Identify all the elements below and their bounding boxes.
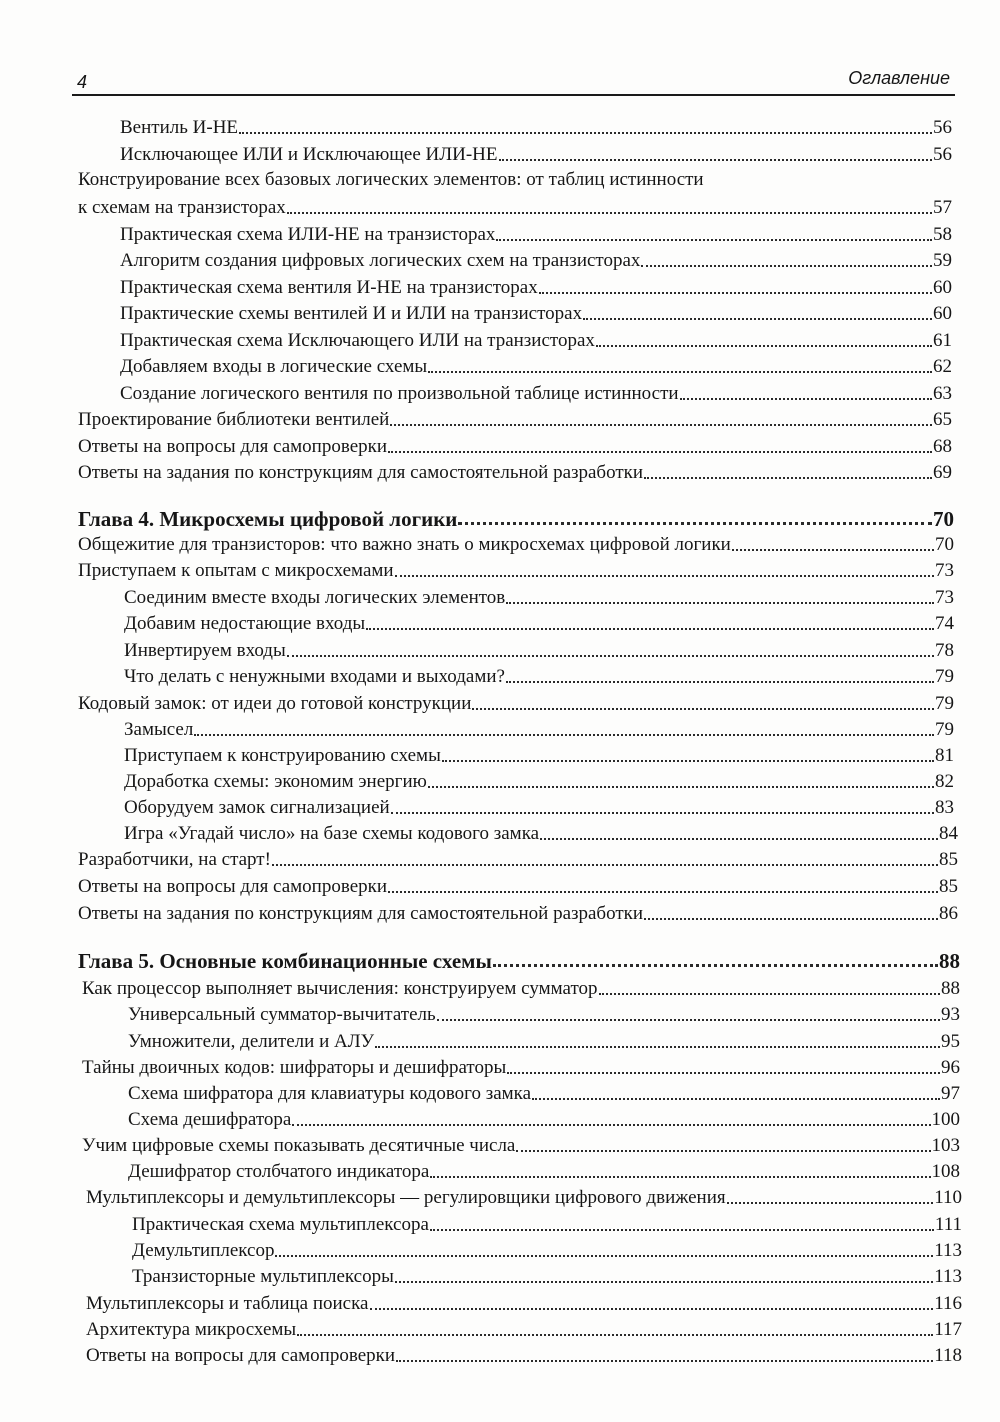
dot-leader bbox=[428, 370, 932, 373]
toc-entry-title: Кодовый замок: от идеи до готовой конструкции bbox=[78, 693, 472, 714]
dot-leader bbox=[583, 317, 932, 320]
dot-leader bbox=[430, 1175, 930, 1178]
toc-entry bbox=[86, 1316, 962, 1340]
toc-entry-page: 56 bbox=[933, 117, 952, 138]
toc-entry-page: 79 bbox=[935, 666, 954, 687]
toc-entry-page: 100 bbox=[931, 1109, 960, 1130]
toc-entry-title: Практическая схема мультиплексора bbox=[132, 1214, 429, 1235]
toc-entry-page: 74 bbox=[935, 613, 954, 634]
toc-entry-title: Что делать с ненужными входами и выходами? bbox=[124, 666, 505, 687]
toc-entry-title: Архитектура микросхемы bbox=[86, 1319, 297, 1340]
dot-leader bbox=[297, 1333, 933, 1336]
toc-entry bbox=[120, 327, 952, 351]
toc-entry bbox=[124, 610, 954, 634]
toc-entry-title: Глава 4. Микросхемы цифровой логики bbox=[78, 507, 458, 531]
toc-entry-title: Учим цифровые схемы показывать десятичные числа bbox=[82, 1135, 516, 1156]
dot-leader bbox=[287, 654, 934, 657]
toc-entry-page: 117 bbox=[934, 1319, 962, 1340]
dot-leader bbox=[388, 450, 932, 453]
toc-entry-title: Как процессор выполняет вычисления: конструируем сумматор bbox=[82, 978, 598, 999]
dot-leader bbox=[194, 733, 934, 736]
toc-entry-page: 78 bbox=[935, 640, 954, 661]
toc-entry bbox=[82, 975, 960, 999]
toc-entry bbox=[82, 1054, 960, 1078]
toc-entry-title: Дешифратор столбчатого индикатора bbox=[128, 1161, 430, 1182]
toc-entry-page: 73 bbox=[935, 560, 954, 581]
toc-entry-page: 83 bbox=[935, 797, 954, 818]
toc-entry-title: Создание логического вентиля по произвольной таблице истинности bbox=[120, 383, 679, 404]
toc-entry-title: Алгоритм создания цифровых логических схем на транзисторах bbox=[120, 250, 641, 271]
toc-entry-page: 88 bbox=[939, 949, 960, 973]
toc-entry-page: 70 bbox=[933, 507, 954, 531]
toc-entry-page: 69 bbox=[933, 462, 952, 483]
toc-entry bbox=[128, 1028, 960, 1052]
dot-leader bbox=[388, 890, 938, 893]
toc-entry bbox=[120, 353, 952, 377]
dot-leader bbox=[532, 1097, 940, 1100]
dot-leader bbox=[395, 574, 934, 577]
dot-leader bbox=[506, 601, 934, 604]
toc-entry bbox=[124, 768, 954, 792]
toc-entry bbox=[78, 557, 954, 581]
toc-entry bbox=[86, 1290, 962, 1314]
dot-leader bbox=[370, 1307, 934, 1310]
toc-entry bbox=[78, 433, 952, 457]
toc-entry bbox=[128, 1080, 960, 1104]
toc-entry bbox=[124, 663, 954, 687]
toc-entry-title: Глава 5. Основные комбинационные схемы bbox=[78, 949, 492, 973]
toc-entry-title: Практическая схема Исключающего ИЛИ на транзисторах bbox=[120, 330, 595, 351]
toc-entry-title: Мультиплексоры и демультиплексоры — регулировщики цифрового движения bbox=[86, 1187, 726, 1208]
toc-entry-title: Оборудуем замок сигнализацией bbox=[124, 797, 390, 818]
toc-entry-title: Схема шифратора для клавиатуры кодового замка bbox=[128, 1083, 532, 1104]
toc-entry-page: 58 bbox=[933, 224, 952, 245]
toc-entry-page: 63 bbox=[933, 383, 952, 404]
toc-entry-page: 85 bbox=[939, 876, 958, 897]
dot-leader bbox=[644, 476, 932, 479]
toc-entry bbox=[120, 380, 952, 404]
toc-entry-page: 95 bbox=[941, 1031, 960, 1052]
toc-entry-title: Замысел bbox=[124, 719, 194, 740]
toc-entry-title: Тайны двоичных кодов: шифраторы и дешифраторы bbox=[82, 1057, 507, 1078]
toc-entry-title: Соединим вместе входы логических элементов bbox=[124, 587, 506, 608]
dot-leader bbox=[375, 1045, 940, 1048]
toc-chapter-5 bbox=[78, 947, 960, 971]
dot-leader bbox=[275, 1254, 933, 1257]
toc-entry-page: 86 bbox=[939, 903, 958, 924]
toc-entry bbox=[120, 221, 952, 245]
toc-entry-page: 113 bbox=[934, 1240, 962, 1261]
dot-leader bbox=[506, 680, 934, 683]
toc-entry bbox=[86, 1184, 962, 1208]
toc-entry bbox=[82, 1132, 960, 1156]
page-number: 4 bbox=[77, 72, 88, 92]
toc-entry-title: Мультиплексоры и таблица поиска bbox=[86, 1293, 369, 1314]
dot-leader bbox=[458, 521, 932, 525]
toc-entry-title: Приступаем к опытам с микросхемами bbox=[78, 560, 394, 581]
toc-entry bbox=[132, 1237, 962, 1261]
dot-leader bbox=[499, 158, 932, 161]
toc-entry-title: Добавляем входы в логические схемы bbox=[120, 356, 428, 377]
dot-leader bbox=[292, 1123, 930, 1126]
toc-entry bbox=[78, 170, 952, 194]
dot-leader bbox=[507, 1071, 940, 1074]
toc-entry bbox=[120, 141, 952, 165]
toc-entry bbox=[78, 690, 954, 714]
toc-entry-title: Общежитие для транзисторов: что важно знать о микросхемах цифровой логики bbox=[78, 534, 731, 555]
dot-leader bbox=[395, 1280, 933, 1283]
toc-entry-title: Схема дешифратора bbox=[128, 1109, 292, 1130]
toc-entry-page: 81 bbox=[935, 745, 954, 766]
toc-entry-title: Инвертируем входы bbox=[124, 640, 286, 661]
toc-entry-page: 110 bbox=[934, 1187, 962, 1208]
toc-entry-title: Доработка схемы: экономим энергию bbox=[124, 771, 427, 792]
dot-leader bbox=[680, 397, 932, 400]
toc-entry-page: 59 bbox=[933, 250, 952, 271]
toc-entry-title: Вентиль И-НЕ bbox=[120, 117, 239, 138]
dot-leader bbox=[540, 837, 938, 840]
toc-entry bbox=[78, 459, 952, 483]
toc-entry-title: Исключающее ИЛИ и Исключающее ИЛИ-НЕ bbox=[120, 144, 498, 165]
toc-entry-page: 97 bbox=[941, 1083, 960, 1104]
running-header bbox=[72, 66, 955, 96]
toc-entry-page: 56 bbox=[933, 144, 952, 165]
toc-entry bbox=[124, 742, 954, 766]
toc-entry-title: Практические схемы вентилей И и ИЛИ на транзисторах bbox=[120, 303, 583, 324]
dot-leader bbox=[539, 291, 932, 294]
toc-entry-title: Практическая схема вентиля И-НЕ на транзисторах bbox=[120, 277, 538, 298]
toc-entry-title: Ответы на вопросы для самопроверки bbox=[86, 1345, 396, 1366]
toc-entry bbox=[132, 1263, 962, 1287]
toc-entry-page: 60 bbox=[933, 303, 952, 324]
dot-leader bbox=[239, 131, 932, 134]
dot-leader bbox=[641, 264, 932, 267]
toc-entry-page: 113 bbox=[934, 1266, 962, 1287]
dot-leader bbox=[366, 627, 934, 630]
toc-entry-page: 82 bbox=[935, 771, 954, 792]
toc-entry-page: 57 bbox=[933, 197, 952, 218]
toc-entry-page: 60 bbox=[933, 277, 952, 298]
toc-entry bbox=[120, 300, 952, 324]
toc-entry-page: 85 bbox=[939, 849, 958, 870]
toc-entry bbox=[124, 794, 954, 818]
dot-leader bbox=[644, 917, 938, 920]
toc-entry-page: 93 bbox=[941, 1004, 960, 1025]
toc-entry-page: 84 bbox=[939, 823, 958, 844]
toc-entry bbox=[78, 873, 958, 897]
toc-entry-page: 96 bbox=[941, 1057, 960, 1078]
dot-leader bbox=[442, 759, 934, 762]
toc-entry-page: 65 bbox=[933, 409, 952, 430]
dot-leader bbox=[390, 423, 932, 426]
dot-leader bbox=[391, 811, 934, 814]
dot-leader bbox=[493, 963, 938, 967]
toc-entry-title: Приступаем к конструированию схемы bbox=[124, 745, 441, 766]
toc-entry-title: Ответы на вопросы для самопроверки bbox=[78, 436, 388, 457]
toc-entry-page: 88 bbox=[941, 978, 960, 999]
toc-entry-page: 116 bbox=[934, 1293, 962, 1314]
toc-entry bbox=[128, 1106, 960, 1130]
toc-entry-page: 73 bbox=[935, 587, 954, 608]
dot-leader bbox=[472, 707, 934, 710]
dot-leader bbox=[430, 1228, 934, 1231]
toc-entry-title: Транзисторные мультиплексоры bbox=[132, 1266, 394, 1287]
toc-entry-title: Игра «Угадай число» на базе схемы кодового замка bbox=[124, 823, 540, 844]
dot-leader bbox=[396, 1359, 933, 1362]
dot-leader bbox=[437, 1018, 940, 1021]
toc-entry-page: 62 bbox=[933, 356, 952, 377]
dot-leader bbox=[428, 785, 934, 788]
dot-leader bbox=[727, 1201, 934, 1204]
toc-entry bbox=[128, 1158, 960, 1182]
toc-entry bbox=[132, 1211, 962, 1235]
toc-entry-page: 111 bbox=[934, 1214, 962, 1235]
dot-leader bbox=[516, 1149, 930, 1152]
toc-entry-title: Разработчики, на старт! bbox=[78, 849, 271, 870]
toc-entry bbox=[120, 114, 952, 138]
toc-entry bbox=[124, 637, 954, 661]
toc-entry-page: 108 bbox=[931, 1161, 960, 1182]
toc-entry-title: Проектирование библиотеки вентилей bbox=[78, 409, 390, 430]
toc-entry-page: 103 bbox=[931, 1135, 960, 1156]
toc-entry-page: 79 bbox=[935, 719, 954, 740]
toc-entry-title: Ответы на задания по конструкциям для самостоятельной разработки bbox=[78, 903, 644, 924]
dot-leader bbox=[599, 992, 940, 995]
toc-entry bbox=[78, 531, 954, 555]
dot-leader bbox=[496, 238, 932, 241]
toc-entry-title: Демультиплексор bbox=[132, 1240, 275, 1261]
toc-entry bbox=[78, 846, 958, 870]
toc-entry bbox=[120, 274, 952, 298]
toc-chapter-4 bbox=[78, 505, 954, 529]
dot-leader bbox=[732, 548, 934, 551]
toc-entry-page: 70 bbox=[935, 534, 954, 555]
dot-leader bbox=[272, 863, 938, 866]
toc-entry bbox=[128, 1001, 960, 1025]
toc-entry-page: 61 bbox=[933, 330, 952, 351]
toc-entry-title: Ответы на задания по конструкциям для самостоятельной разработки bbox=[78, 462, 644, 483]
toc-entry bbox=[124, 584, 954, 608]
toc-entry bbox=[124, 716, 954, 740]
toc-entry-title: к схемам на транзисторах bbox=[78, 197, 286, 218]
toc-entry-title: Универсальный сумматор-вычитатель bbox=[128, 1004, 436, 1025]
toc-entry bbox=[120, 247, 952, 271]
dot-leader bbox=[596, 344, 932, 347]
toc-entry bbox=[86, 1342, 962, 1366]
toc-entry-page: 118 bbox=[934, 1345, 962, 1366]
toc-entry-title: Добавим недостающие входы bbox=[124, 613, 366, 634]
toc-entry-page: 68 bbox=[933, 436, 952, 457]
dot-leader bbox=[287, 211, 932, 214]
toc-entry-title: Конструирование всех базовых логических элементов: от таблиц истинности bbox=[78, 169, 704, 190]
toc-entry-title: Ответы на вопросы для самопроверки bbox=[78, 876, 388, 897]
toc-entry bbox=[124, 820, 958, 844]
toc-entry-title: Умножители, делители и АЛУ bbox=[128, 1031, 375, 1052]
toc-entry bbox=[78, 900, 958, 924]
toc-entry bbox=[78, 406, 952, 430]
header-title: Оглавление bbox=[848, 68, 950, 88]
toc-entry-title: Практическая схема ИЛИ-НЕ на транзисторах bbox=[120, 224, 496, 245]
toc-entry bbox=[78, 194, 952, 218]
toc-entry-page: 79 bbox=[935, 693, 954, 714]
